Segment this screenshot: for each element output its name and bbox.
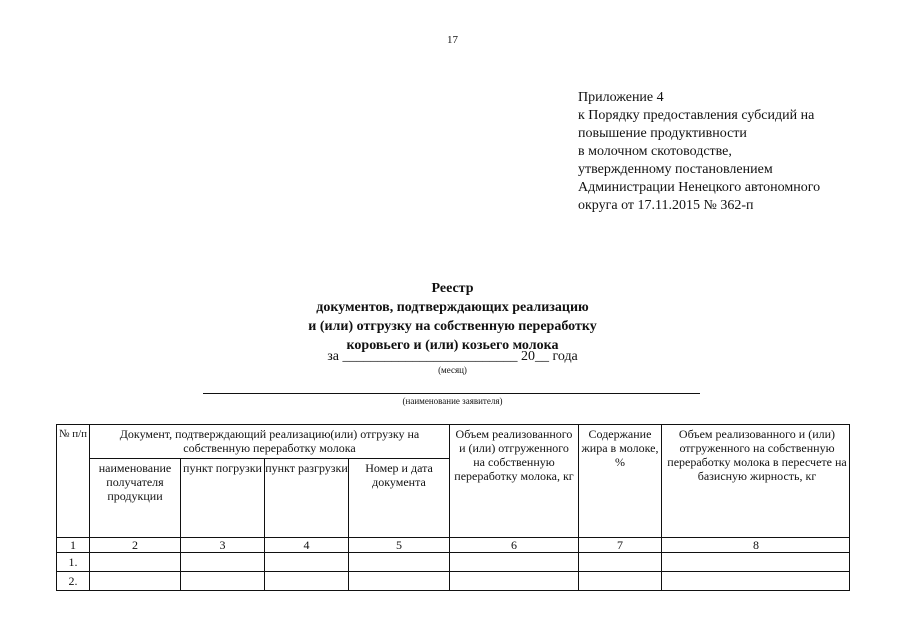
appendix-line: Администрации Ненецкого автономного [578,180,821,195]
column-number-5: 5 [396,538,402,552]
column-number-8: 8 [753,538,759,552]
title-line: Реестр [431,281,474,296]
column-number-4: 4 [303,538,310,552]
appendix-note [578,89,878,215]
header-fat: Содержание жира в молоке, % [581,427,659,469]
header-volume-base: Объем реализованного и (или) отгруженного на собственную переработку молока в пересчете на базисную жирность, кг [667,427,847,483]
column-number-7: 7 [617,538,623,552]
title-line: документов, подтверждающих реализацию [316,300,589,315]
column-number-3: 3 [219,538,226,552]
appendix-line: округа от 17.11.2015 № 362-п [578,198,754,213]
header-recipient: наименование получателя продукции [98,461,172,503]
month-caption: (месяц) [438,365,467,375]
appendix-line: в молочном скотоводстве, [578,144,732,159]
header-volume: Объем реализованного и (или) отгруженного на собственную переработку молока, кг [454,427,574,483]
title-line: и (или) отгрузку на собственную переработку [308,319,597,334]
header-document-group: Документ, подтверждающий реализацию(или) отгрузку на собственную переработку молока [119,427,420,455]
register-table [56,424,850,591]
title-line: коровьего и (или) козьего молока [346,338,559,353]
appendix-line: повышение продуктивности [578,126,747,141]
appendix-line: к Порядку предоставления субсидий на [578,108,815,123]
table-row-label: 2. [68,574,78,588]
header-loading-point: пункт погрузки [183,461,262,475]
period-line: за _________________________ 20__ года [327,349,578,364]
applicant-line [203,393,700,394]
column-number-2: 2 [132,538,138,552]
header-doc-number-date: Номер и дата документа [365,461,433,489]
table-row-label: 1. [68,555,78,569]
appendix-line: утвержденному постановлением [578,162,773,177]
document-title [0,279,905,355]
header-unloading-point: пункт разгрузки [265,461,348,475]
page-number: 17 [447,34,458,46]
header-number: № п/п [58,428,88,440]
column-number-1: 1 [70,538,76,552]
column-number-6: 6 [511,538,517,552]
applicant-caption: (наименование заявителя) [402,396,503,406]
appendix-line: Приложение 4 [578,90,664,105]
